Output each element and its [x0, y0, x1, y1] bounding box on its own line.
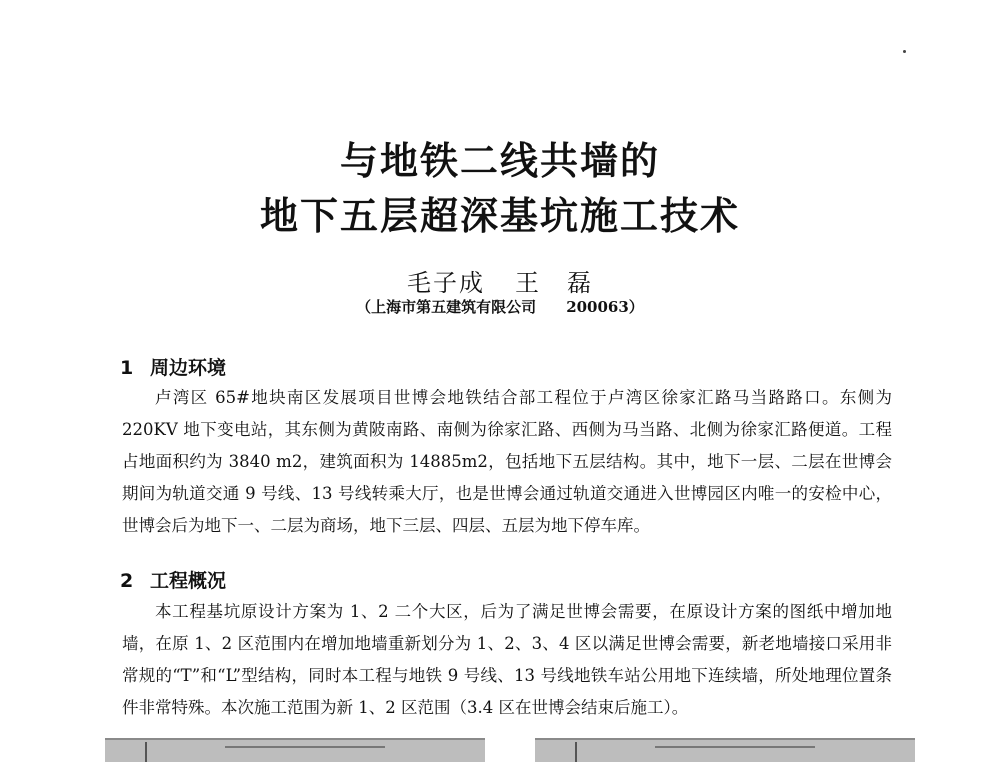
section-heading-2: [120, 566, 226, 593]
scan-speck: [903, 50, 906, 53]
author-2: 王 磊: [515, 269, 593, 297]
figure-left-partial: [105, 738, 485, 762]
title-line-1: 与地铁二线共墙的: [339, 139, 660, 183]
title-line-2: 地下五层超深基坑施工技术: [259, 194, 740, 238]
figure-right-partial: [535, 738, 915, 762]
author-1: 毛子成: [407, 269, 485, 297]
section-1-body: 卢湾区 65#地块南区发展项目世博会地铁结合部工程位于卢湾区徐家汇路马当路路口。东侧为220KV 地下变电站，其东侧为黄陂南路、南侧为徐家汇路、西侧为马当路、北侧为徐家汇路便道。工程占地面积约为 3840 m2，建筑面积为 14885m2，包括地下五层结构。其中，地下一层、二层在世博会期间为轨道交通 9 号线、13 号线转乘大厅，也是世博会通过轨道交通进入世博园区内唯一的安检中心，世博会后为地下一、二层为商场，地下三层、四层、五层为地下停车库。: [122, 388, 892, 535]
section-title: 周边环境: [150, 357, 227, 379]
section-2-body: 本工程基坑原设计方案为 1、2 二个大区，后为了满足世博会需要，在原设计方案的图纸中增加地墙，在原 1、2 区范围内在增加地墙重新划分为 1、2、3、4 区以满足世博会需要，新老地墙接口采用非常规的“T”和“L”型结构，同时本工程与地铁 9 号线、13 号线地铁车站公用地下连续墙，所处地理位置条件非常特殊。本次施工范围为新 1、2 区范围（3.4 区在世博会结束后施工）。: [122, 602, 892, 717]
affiliation: [0, 296, 1000, 317]
affiliation-org: （上海市第五建筑有限公司: [356, 298, 537, 316]
section-heading-1: [120, 353, 226, 380]
section-number: 1: [120, 357, 134, 379]
section-title: 工程概况: [150, 570, 227, 592]
section-number: 2: [120, 570, 134, 592]
figure-strip: [105, 738, 915, 760]
authors: [0, 263, 1000, 298]
affiliation-zip: 200063）: [566, 298, 644, 316]
